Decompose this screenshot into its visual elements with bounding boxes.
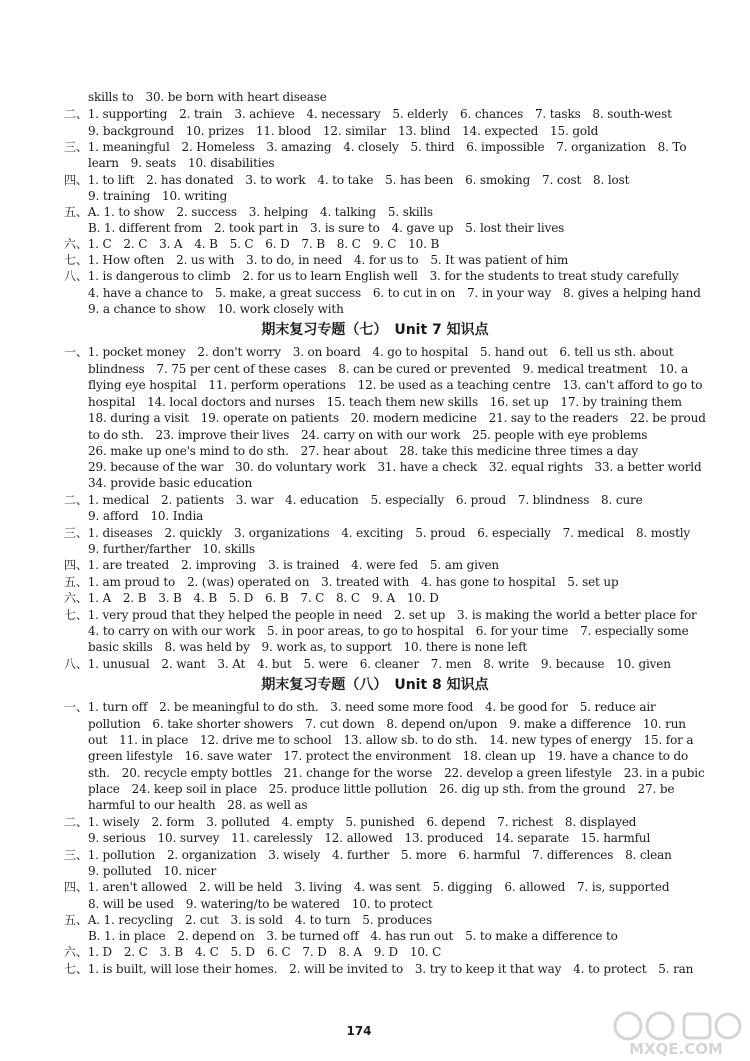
answer-line: 六、1. D 2. C 3. B 4. C 5. D 6. C 7. D 8. A 9. D 10. C [64, 945, 442, 959]
answer-line: learn 9. seats 10. disabilities [88, 156, 275, 170]
answer-line: 8. will be used 9. watering/to be watered 10. to protect [88, 897, 433, 911]
answer-line: 一、1. turn off 2. be meaningful to do sth. 3. need some more food 4. be good for 5. reduce air [64, 700, 656, 714]
answer-line: 34. provide basic education [88, 476, 253, 490]
answer-line: 9. afford 10. India [88, 509, 204, 523]
answer-line: 9. background 10. prizes 11. blood 12. similar 13. blind 14. expected 15. gold [88, 124, 599, 138]
answer-line: 29. because of the war 30. do voluntary work 31. have a check 32. equal rights 33. a better world [88, 460, 702, 474]
section-title: 期末复习专题（七） Unit 7 知识点 [261, 322, 489, 338]
answer-line: 一、1. pocket money 2. don't worry 3. on board 4. go to hospital 5. hand out 6. tell us sth. about [64, 345, 674, 359]
answer-line: 二、1. supporting 2. train 3. achieve 4. necessary 5. elderly 6. chances 7. tasks 8. south-west [64, 107, 672, 121]
watermark-logo [608, 1010, 744, 1056]
answer-line: 9. training 10. writing [88, 189, 228, 203]
answer-line: 五、A. 1. to show 2. success 3. helping 4. talking 5. skills [64, 205, 433, 219]
answer-line: 八、1. is dangerous to climb 2. for us to learn English well 3. for the students to treat study carefully [64, 269, 679, 283]
answer-line: flying eye hospital 11. perform operations 12. be used as a teaching centre 13. can't afford to go to [88, 378, 703, 392]
answer-line: 四、1. are treated 2. improving 3. is trained 4. were fed 5. am given [64, 558, 499, 572]
answer-line: 六、1. A 2. B 3. B 4. B 5. D 6. B 7. C 8. C 9. A 10. D [64, 591, 439, 605]
section-title: 期末复习专题（八） Unit 8 知识点 [261, 677, 489, 693]
answer-line: sth. 20. recycle empty bottles 21. change for the worse 22. develop a green lifestyle 23. in a pubic [88, 766, 705, 780]
answer-line: 9. a chance to show 10. work closely with [88, 302, 344, 316]
answer-line: 二、1. medical 2. patients 3. war 4. education 5. especially 6. proud 7. blindness 8. cure [64, 493, 643, 507]
answer-line: green lifestyle 16. save water 17. protect the environment 18. clean up 19. have a chance to do [88, 749, 689, 763]
answer-line: B. 1. in place 2. depend on 3. be turned off 4. has run out 5. to make a difference to [88, 929, 618, 943]
answer-line: place 24. keep soil in place 25. produce little pollution 26. dig up sth. from the ground 27. be [88, 782, 675, 796]
answer-line: 三、1. meaningful 2. Homeless 3. amazing 4. closely 5. third 6. impossible 7. organization 8. To [64, 140, 687, 154]
answer-line: 七、1. very proud that they helped the people in need 2. set up 3. is making the world a better place for [64, 608, 697, 622]
answer-line: pollution 6. take shorter showers 7. cut down 8. depend on/upon 9. make a difference 10. run [88, 717, 686, 731]
answer-line: basic skills 8. was held by 9. work as, to support 10. there is none left [88, 640, 528, 654]
answer-line: 五、A. 1. recycling 2. cut 3. is sold 4. to turn 5. produces [64, 913, 432, 927]
answer-line: to do sth. 23. improve their lives 24. carry on with our work 25. people with eye problems [88, 428, 648, 442]
answer-line: 18. during a visit 19. operate on patients 20. modern medicine 21. say to the readers 22. be proud [88, 411, 706, 425]
page-number: 174 [340, 1020, 378, 1042]
answer-line: skills to 30. be born with heart disease [88, 90, 327, 104]
answer-line: 二、1. wisely 2. form 3. polluted 4. empty 5. punished 6. depend 7. richest 8. displayed [64, 815, 637, 829]
answer-line: 9. serious 10. survey 11. carelessly 12. allowed 13. produced 14. separate 15. harmful [88, 831, 651, 845]
answer-line: 三、1. diseases 2. quickly 3. organizations 4. exciting 5. proud 6. especially 7. medical 8. mostly [64, 526, 691, 540]
answer-line: 4. to carry on with our work 5. in poor areas, to go to hospital 6. for your time 7. especially some [88, 624, 689, 638]
svg-text:MXQE.COM: MXQE.COM [629, 1040, 723, 1056]
answer-line: 七、1. is built, will lose their homes. 2. will be invited to 3. try to keep it that way 4. to protect 5. ran [64, 962, 694, 976]
answer-line: 六、1. C 2. C 3. A 4. B 5. C 6. D 7. B 8. C 9. C 10. B [64, 237, 440, 251]
answer-line: 七、1. How often 2. us with 3. to do, in need 4. for us to 5. It was patient of him [64, 253, 569, 267]
answer-line: 三、1. pollution 2. organization 3. wisely 4. further 5. more 6. harmful 7. differences 8. clean [64, 848, 672, 862]
answer-line: blindness 7. 75 per cent of these cases 8. can be cured or prevented 9. medical treatment 10. a [88, 362, 689, 376]
answer-line: 9. further/farther 10. skills [88, 542, 255, 556]
answer-line: 9. polluted 10. nicer [88, 864, 217, 878]
answer-line: 4. have a chance to 5. make, a great success 6. to cut in on 7. in your way 8. gives a helping hand [88, 286, 701, 300]
answer-line: 四、1. aren't allowed 2. will be held 3. living 4. was sent 5. digging 6. allowed 7. is, supported [64, 880, 670, 894]
answer-line: 四、1. to lift 2. has donated 3. to work 4. to take 5. has been 6. smoking 7. cost 8. lost [64, 173, 630, 187]
answer-line: 五、1. am proud to 2. (was) operated on 3. treated with 4. has gone to hospital 5. set up [64, 575, 619, 589]
answer-line: B. 1. different from 2. took part in 3. is sure to 4. gave up 5. lost their lives [88, 221, 565, 235]
answer-line: hospital 14. local doctors and nurses 15. teach them new skills 16. set up 17. by training them [88, 395, 682, 409]
answer-line: harmful to our health 28. as well as [88, 798, 308, 812]
answer-line: 八、1. unusual 2. want 3. At 4. but 5. were 6. cleaner 7. men 8. write 9. because 10. given [64, 657, 671, 671]
answer-line: 26. make up one's mind to do sth. 27. hear about 28. take this medicine three times a day [88, 444, 639, 458]
answer-line: out 11. in place 12. drive me to school 13. allow sb. to do sth. 14. new types of energy 15. for a [88, 733, 694, 747]
